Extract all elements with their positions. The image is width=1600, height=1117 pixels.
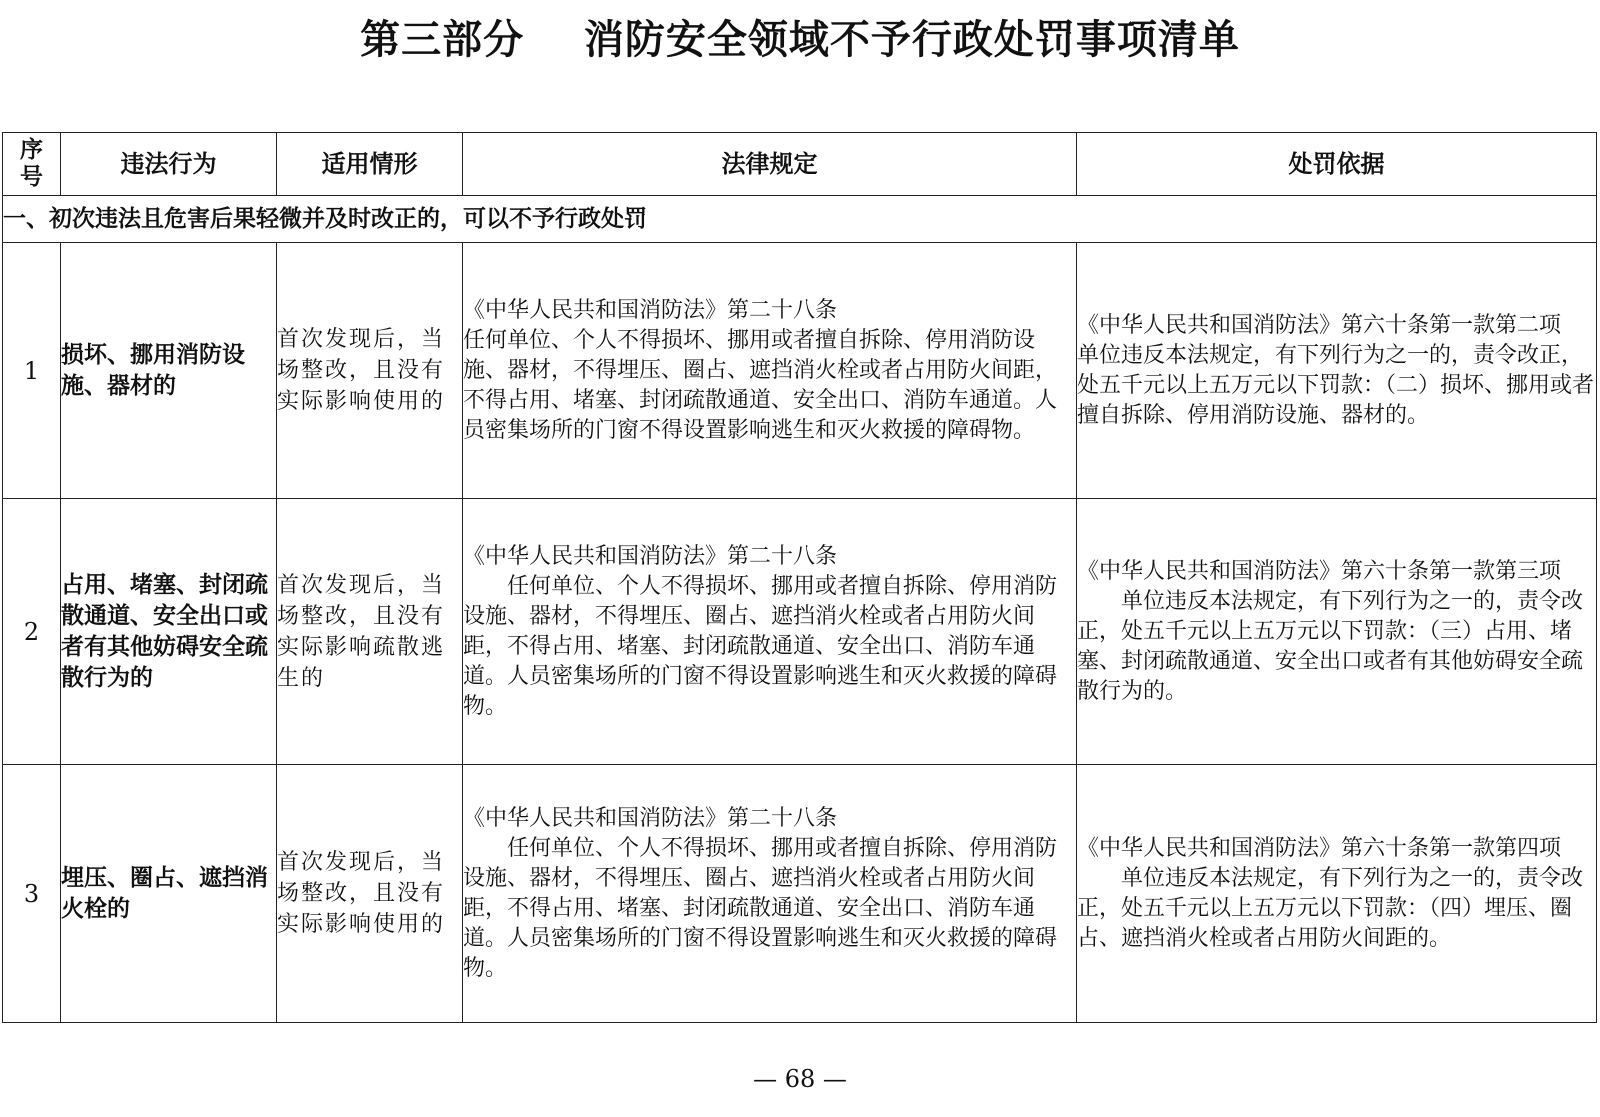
header-basis: 处罚依据 (1077, 133, 1597, 196)
header-seq (3, 133, 61, 196)
row-basis (1077, 765, 1597, 1023)
penalty-exemption-table (2, 132, 1597, 1023)
basis-text: 单位违反本法规定，有下列行为之一的，责令改正，处五千元以上五万元以下罚款：（二）损坏、挪用或者擅自拆除、停用消防设施、器材的。 (1077, 342, 1595, 428)
row-law (463, 765, 1077, 1023)
row-act: 损坏、挪用消防设施、器材的 (61, 243, 277, 499)
basis-heading: 《中华人民共和国消防法》第六十条第一款第二项 (1077, 312, 1562, 338)
row-basis (1077, 499, 1597, 765)
table-header-row (3, 133, 1597, 196)
row-case: 首次发现后，当场整改，且没有实际影响使用的 (277, 243, 463, 499)
basis-text: 单位违反本法规定，有下列行为之一的，责令改正，处五千元以上五万元以下罚款：（四）埋压、圈占、遮挡消火栓或者占用防火间距的。 (1077, 865, 1584, 951)
row-law (463, 243, 1077, 499)
header-case: 适用情形 (277, 133, 463, 196)
law-heading: 《中华人民共和国消防法》第二十八条 (463, 543, 838, 569)
row-seq: 3 (3, 765, 61, 1023)
basis-text: 单位违反本法规定，有下列行为之一的，责令改正，处五千元以上五万元以下罚款：（三）占用、堵塞、封闭疏散通道、安全出口或者有其他妨碍安全疏散行为的。 (1077, 588, 1584, 704)
basis-heading: 《中华人民共和国消防法》第六十条第一款第四项 (1077, 835, 1562, 861)
row-act: 埋压、圈占、遮挡消火栓的 (61, 765, 277, 1023)
header-law: 法律规定 (463, 133, 1077, 196)
header-seq-label: 序号 (19, 137, 43, 190)
row-seq: 1 (3, 243, 61, 499)
law-text: 任何单位、个人不得损坏、挪用或者擅自拆除、停用消防设施、器材，不得埋压、圈占、遮挡消火栓或者占用防火间距，不得占用、堵塞、封闭疏散通道、安全出口、消防车通道。人员密集场所的门窗不得设置影响逃生和灭火救援的障碍物。 (463, 835, 1058, 981)
row-seq: 2 (3, 499, 61, 765)
page-number: — 68 — (753, 1065, 847, 1093)
law-heading: 《中华人民共和国消防法》第二十八条 (463, 805, 838, 831)
row-case: 首次发现后，当场整改，且没有实际影响疏散逃生的 (277, 499, 463, 765)
row-law (463, 499, 1077, 765)
row-case: 首次发现后，当场整改，且没有实际影响使用的 (277, 765, 463, 1023)
basis-heading: 《中华人民共和国消防法》第六十条第一款第三项 (1077, 558, 1562, 584)
table-row (3, 765, 1597, 1023)
table-row (3, 243, 1597, 499)
law-text: 任何单位、个人不得损坏、挪用或者擅自拆除、停用消防设施、器材，不得埋压、圈占、遮挡消火栓或者占用防火间距，不得占用、堵塞、封闭疏散通道、安全出口、消防车通道。人员密集场所的门窗不得设置影响逃生和灭火救援的障碍物。 (463, 327, 1058, 443)
header-act: 违法行为 (61, 133, 277, 196)
law-text: 任何单位、个人不得损坏、挪用或者擅自拆除、停用消防设施、器材，不得埋压、圈占、遮挡消火栓或者占用防火间距，不得占用、堵塞、封闭疏散通道、安全出口、消防车通道。人员密集场所的门窗不得设置影响逃生和灭火救援的障碍物。 (463, 573, 1058, 719)
row-act: 占用、堵塞、封闭疏散通道、安全出口或者有其他妨碍安全疏散行为的 (61, 499, 277, 765)
page-title: 第三部分 消防安全领域不予行政处罚事项清单 (360, 16, 1240, 63)
law-heading: 《中华人民共和国消防法》第二十八条 (463, 297, 838, 323)
row-basis (1077, 243, 1597, 499)
table-row (3, 499, 1597, 765)
section-title: 一、初次违法且危害后果轻微并及时改正的，可以不予行政处罚 (3, 196, 1597, 243)
section-row (3, 196, 1597, 243)
